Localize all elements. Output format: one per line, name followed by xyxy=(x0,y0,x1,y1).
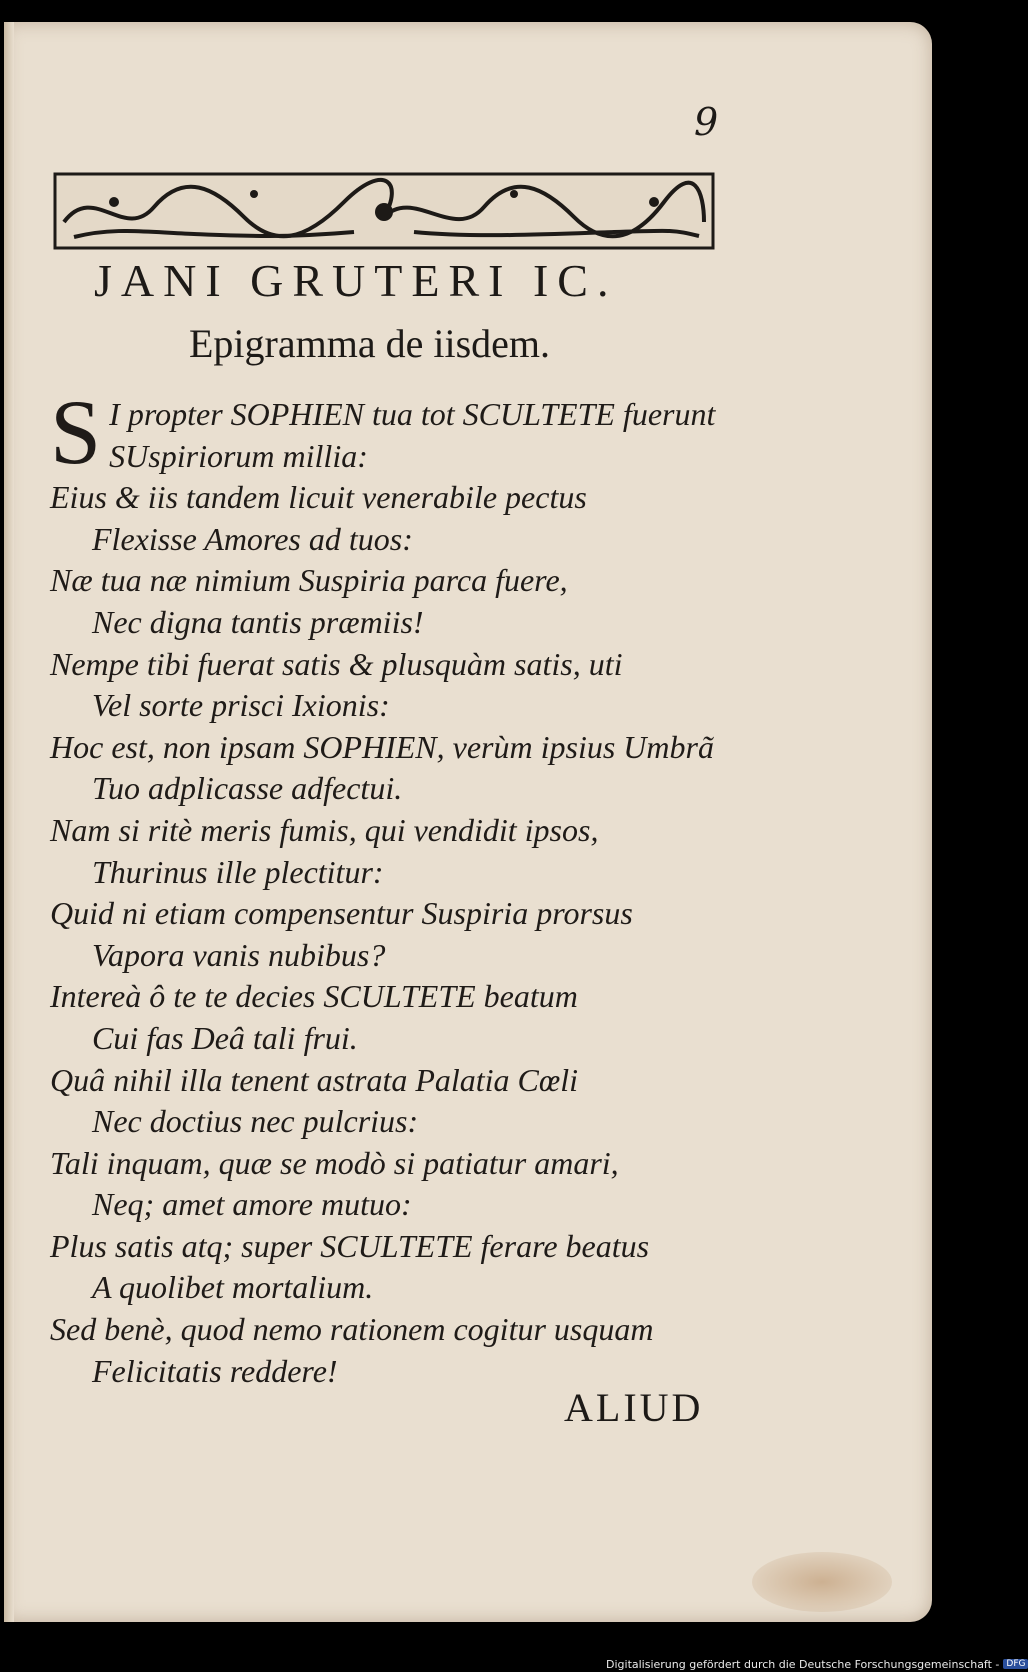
poem-body xyxy=(50,381,750,1392)
page-number: 9 xyxy=(694,100,719,144)
verse-line: Quâ nihil illa tenent astrata Palatia Cœli xyxy=(50,1061,579,1098)
verse-line: Nec doctius nec pulcrius: xyxy=(92,1103,419,1140)
verse-line: Sed benè, quod nemo rationem cogitur usquam xyxy=(50,1311,654,1348)
catchword: ALIUD xyxy=(564,1385,704,1430)
page-gutter-edge xyxy=(4,22,14,1622)
verse-line: Nempe tibi fuerat satis & plusquàm satis, uti xyxy=(50,645,623,682)
book-page xyxy=(4,22,932,1622)
verse-line: A quolibet mortalium. xyxy=(92,1269,374,1306)
dfg-logo-icon: DFG xyxy=(1003,1659,1028,1669)
verse-line: Plus satis atq; super SCULTETE ferare beatus xyxy=(50,1227,650,1264)
digitization-credit xyxy=(606,1656,1026,1672)
verse-line: SUspiriorum millia: xyxy=(109,437,368,474)
verse-line: Vapora vanis nubibus? xyxy=(92,936,386,973)
verse-line: Hoc est, non ipsam SOPHIEN, verùm ipsius Umbrã xyxy=(50,728,714,765)
verse-line: Flexisse Amores ad tuos: xyxy=(92,520,413,557)
verse-line: Tuo adplicasse adfectui. xyxy=(92,770,403,807)
verse-line: Næ tua næ nimium Suspiria parca fuere, xyxy=(50,562,568,599)
paper-stain xyxy=(752,1552,892,1612)
verse-line: Nec digna tantis præmiis! xyxy=(92,603,424,640)
verse-line: Intereà ô te te decies SCULTETE beatum xyxy=(50,978,578,1015)
verse-line: Felicitatis reddere! xyxy=(92,1352,338,1389)
verse-line: I propter SOPHIEN tua tot SCULTETE fuerunt xyxy=(109,396,716,432)
verse-line: Nam si ritè meris fumis, qui vendidit ipsos, xyxy=(50,811,599,848)
ornamental-headpiece xyxy=(54,172,714,250)
verse-line: Eius & iis tandem licuit venerabile pectus xyxy=(50,479,587,516)
verse-line: Quid ni etiam compensentur Suspiria prorsus xyxy=(50,895,633,932)
poem-author-heading: JANI GRUTERI IC. xyxy=(94,255,618,306)
verse-line: Vel sorte prisci Ixionis: xyxy=(92,687,390,724)
verse-line: Cui fas Deâ tali frui. xyxy=(92,1019,358,1056)
verse-line: Neq; amet amore mutuo: xyxy=(92,1186,412,1223)
verse-line: Tali inquam, quæ se modò si patiatur amari, xyxy=(50,1144,619,1181)
poem-title: Epigramma de iisdem. xyxy=(189,321,551,366)
verse-line: Thurinus ille plectitur: xyxy=(92,853,384,890)
credit-text: Digitalisierung gefördert durch die Deutsche Forschungsgemeinschaft - xyxy=(606,1657,1000,1671)
drop-cap-letter: S xyxy=(50,381,102,483)
